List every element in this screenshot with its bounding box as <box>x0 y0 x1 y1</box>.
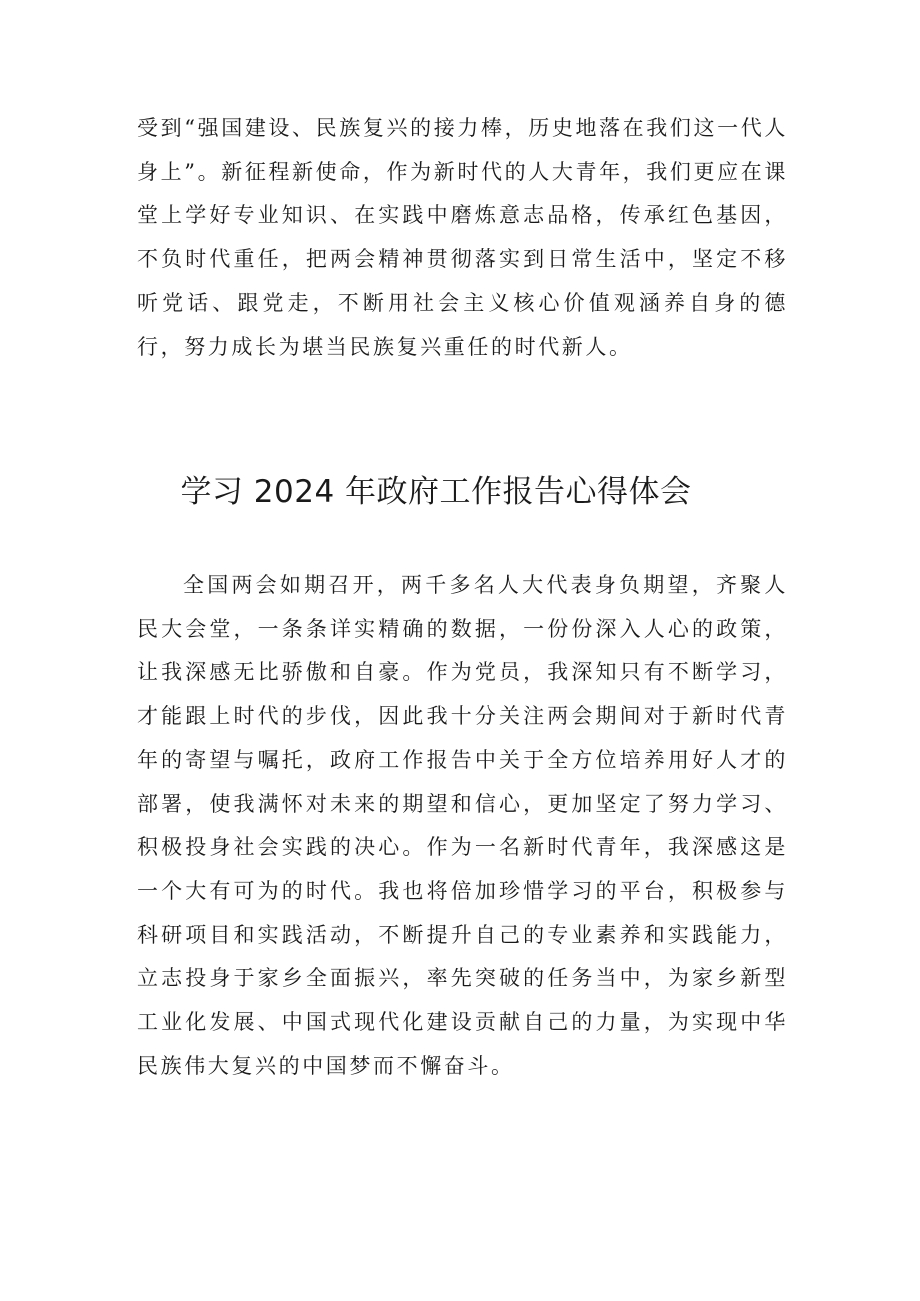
document-title: 学习 2024 年政府工作报告心得体会 <box>180 474 692 510</box>
body-paragraph: 全国两会如期召开，两千多名人大代表身负期望，齐聚人民大会堂，一条条详实精确的数据，一份份深入人心的政策，让我深感无比骄傲和自豪。作为党员，我深知只有不断学习，才能跟上时代的步伐，因此我十分关注两会期间对于新时代青年的寄望与嘱托，政府工作报告中关于全方位培养用好人才的部署，使我满怀对未来的期望和信心，更加坚定了努力学习、积极投身社会实践的决心。作为一名新时代青年，我深感这是一个大有可为的时代。我也将倍加珍惜学习的平台，积极参与科研项目和实践活动，不断提升自己的专业素养和实践能力，立志投身于家乡全面振兴，率先突破的任务当中，为家乡新型工业化发展、中国式现代化建设贡献自己的力量，为实现中华民族伟大复兴的中国梦而不懈奋斗。 <box>137 573 788 1078</box>
continued-paragraph: 受到“强国建设、民族复兴的接力棒，历史地落在我们这一代人身上”。新征程新使命，作为新时代的人大青年，我们更应在课堂上学好专业知识、在实践中磨炼意志品格，传承红色基因，不负时代重任，把两会精神贯彻落实到日常生活中，坚定不移听党话、跟党走，不断用社会主义核心价值观涵养自身的德行，努力成长为堪当民族复兴重任的时代新人。 <box>137 116 788 359</box>
